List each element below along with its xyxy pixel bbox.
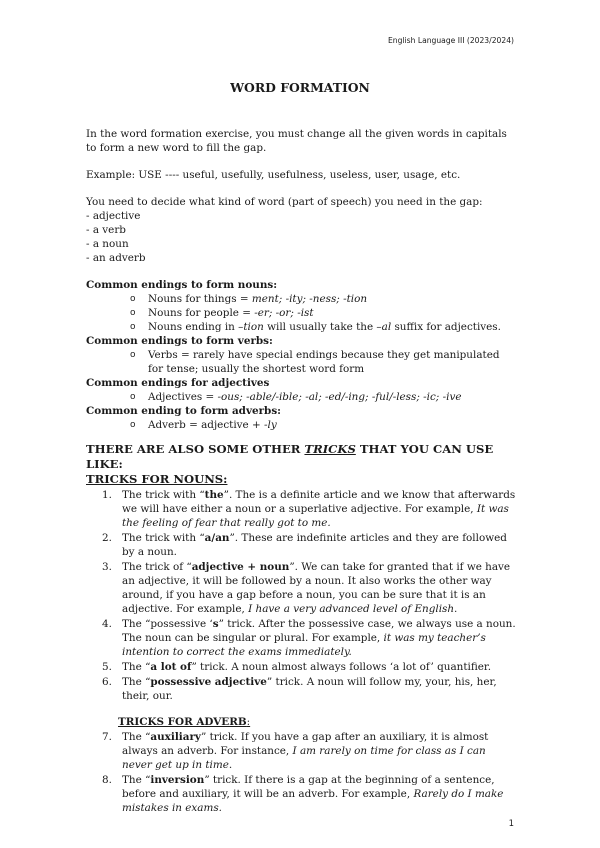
tricks-heading: THERE ARE ALSO SOME OTHER TRICKS THAT YOU CAN USE LIKE: <box>86 442 494 471</box>
bullet-icon: o <box>130 308 136 318</box>
bullet-icon: o <box>130 392 136 402</box>
bullet-icon: o <box>130 350 136 360</box>
tricks-nouns-heading: TRICKS FOR NOUNS: <box>86 472 228 486</box>
trick-item: 7. The “auxiliary” trick. If you have a gap after an auxiliary, it is almost always an adverb. For instance, I am rarely on time for class as I can never get up in time. <box>102 731 489 771</box>
verb-ending-item: o Verbs = rarely have special endings because they get manipulated for tense; usually the shortest word form <box>130 349 500 375</box>
pos-item: - a noun <box>86 238 129 250</box>
adverb-endings-heading: Common ending to form adverbs: <box>86 405 282 417</box>
adjective-ending-item: o Adjectives = -ous; -able/-ible; -al; -ed/-ing; -ful/-less; -ic; -ive <box>130 391 462 403</box>
pos-item: - an adverb <box>86 252 146 264</box>
tricks-adverb-heading: TRICKS FOR ADVERB: <box>118 716 251 728</box>
noun-ending-item: o Nouns for things = ment; -ity; -ness; -tion <box>130 293 368 305</box>
trick-item: 4. The “possessive ‘s” trick. After the possessive case, we always use a noun. The noun can be singular or plural. For example, it was my teacher’s intention to correct the exams immediately. <box>102 618 516 658</box>
bullet-icon: o <box>130 420 136 430</box>
trick-item: 1. The trick with “the”. The is a definite article and we know that afterwards we will have either a noun or a superlative adjective. For example, It was the feeling of fear that really got to me. <box>102 489 516 529</box>
page-title: WORD FORMATION <box>230 80 370 95</box>
adjective-endings-heading: Common endings for adjectives <box>86 377 270 389</box>
trick-item: 3. The trick of “adjective + noun”. We can take for granted that if we have an adjective, it will be followed by a noun. It also works the other way around, if you have a gap before a noun, you can be sure that it is an adjective. For example, I have a very advanced level of English. <box>102 561 511 615</box>
noun-ending-item: o Nouns ending in –tion will usually take the –al suffix for adjectives. <box>130 321 501 333</box>
trick-item: 8. The “inversion” trick. If there is a gap at the beginning of a sentence, before and auxiliary, it will be an adverb. For example, Rarely do I make mistakes in exams. <box>102 774 504 814</box>
decide-line: You need to decide what kind of word (part of speech) you need in the gap: <box>86 196 483 208</box>
noun-ending-item: o Nouns for people = -er; -or; -ist <box>130 307 314 319</box>
trick-item: 6. The “possessive adjective” trick. A noun will follow my, your, his, her, their, our. <box>102 676 497 702</box>
adverb-ending-item: o Adverb = adjective + -ly <box>130 419 277 431</box>
page-number: 1 <box>508 819 514 829</box>
bullet-icon: o <box>130 322 136 332</box>
verbs-endings-heading: Common endings to form verbs: <box>86 335 273 347</box>
pos-item: - a verb <box>86 224 126 236</box>
nouns-endings-heading: Common endings to form nouns: <box>86 279 278 291</box>
running-header: English Language III (2023/2024) <box>388 36 514 45</box>
example-line: Example: USE ---- useful, usefully, usefulness, useless, user, usage, etc. <box>86 169 461 181</box>
intro-paragraph: In the word formation exercise, you must change all the given words in capitals to form a new word to fill the gap. <box>86 128 507 154</box>
trick-item: 5. The “a lot of” trick. A noun almost always follows ‘a lot of’ quantifier. <box>102 661 492 673</box>
trick-item: 2. The trick with “a/an”. These are indefinite articles and they are followed by a noun. <box>102 532 507 558</box>
pos-item: - adjective <box>86 210 141 222</box>
document-body <box>86 127 516 815</box>
bullet-icon: o <box>130 294 136 304</box>
